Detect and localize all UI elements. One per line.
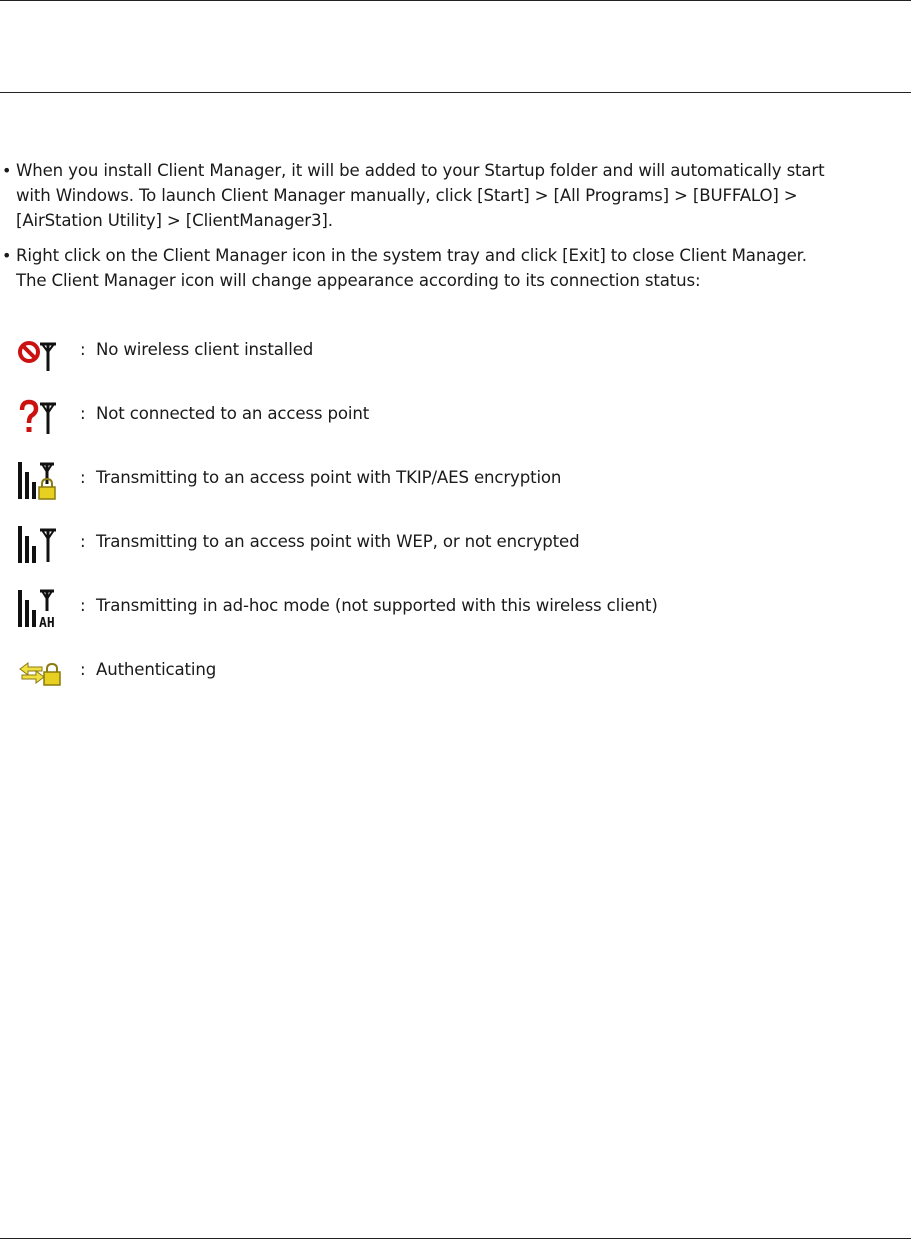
bullet-text-line: When you install Client Manager, it will be added to your Startup folder and will automatically start <box>16 161 825 180</box>
adhoc-icon <box>16 586 64 630</box>
bullet-text-line: [AirStation Utility] > [ClientManager3]. <box>16 211 333 230</box>
bullet-text-line: The Client Manager icon will change appearance according to its connection status: <box>16 271 701 290</box>
icon-row-no-client <box>0 330 800 374</box>
bullet-item-exit <box>0 243 911 293</box>
bottom-rule <box>0 1238 911 1239</box>
icon-description: Transmitting to an access point with WEP, or not encrypted <box>96 532 580 551</box>
not-connected-icon <box>16 394 64 438</box>
separator: : <box>80 596 86 615</box>
bullet-text-line: Right click on the Client Manager icon in the system tray and click [Exit] to close Client Manager. <box>16 246 807 265</box>
icon-row-tkip-aes <box>0 458 800 502</box>
icon-description: Transmitting to an access point with TKIP/AES encryption <box>96 468 562 487</box>
authenticating-icon <box>16 650 64 694</box>
icon-row-adhoc <box>0 586 800 630</box>
separator: : <box>80 660 86 679</box>
bullet-item-startup <box>0 158 911 233</box>
bullet-text-line: with Windows. To launch Client Manager manually, click [Start] > [All Programs] > [BUFFALO] > <box>16 186 798 205</box>
header-rule <box>0 92 911 93</box>
wep-icon <box>16 522 64 566</box>
bullet-list <box>0 158 911 293</box>
bullet-dot: • <box>2 246 12 265</box>
icon-row-authenticating <box>0 650 800 694</box>
adhoc-icon-label: AH <box>39 616 55 630</box>
no-client-icon <box>16 330 64 374</box>
separator: : <box>80 340 86 359</box>
icon-description: No wireless client installed <box>96 340 314 359</box>
icon-row-not-connected <box>0 394 800 438</box>
top-rule <box>0 0 911 1</box>
icon-row-wep <box>0 522 800 566</box>
bullet-dot: • <box>2 161 12 180</box>
separator: : <box>80 532 86 551</box>
icon-description: Authenticating <box>96 660 217 679</box>
icon-description: Transmitting in ad-hoc mode (not supported with this wireless client) <box>96 596 658 615</box>
tkip-aes-icon <box>16 458 64 502</box>
separator: : <box>80 404 86 423</box>
icon-description: Not connected to an access point <box>96 404 370 423</box>
separator: : <box>80 468 86 487</box>
